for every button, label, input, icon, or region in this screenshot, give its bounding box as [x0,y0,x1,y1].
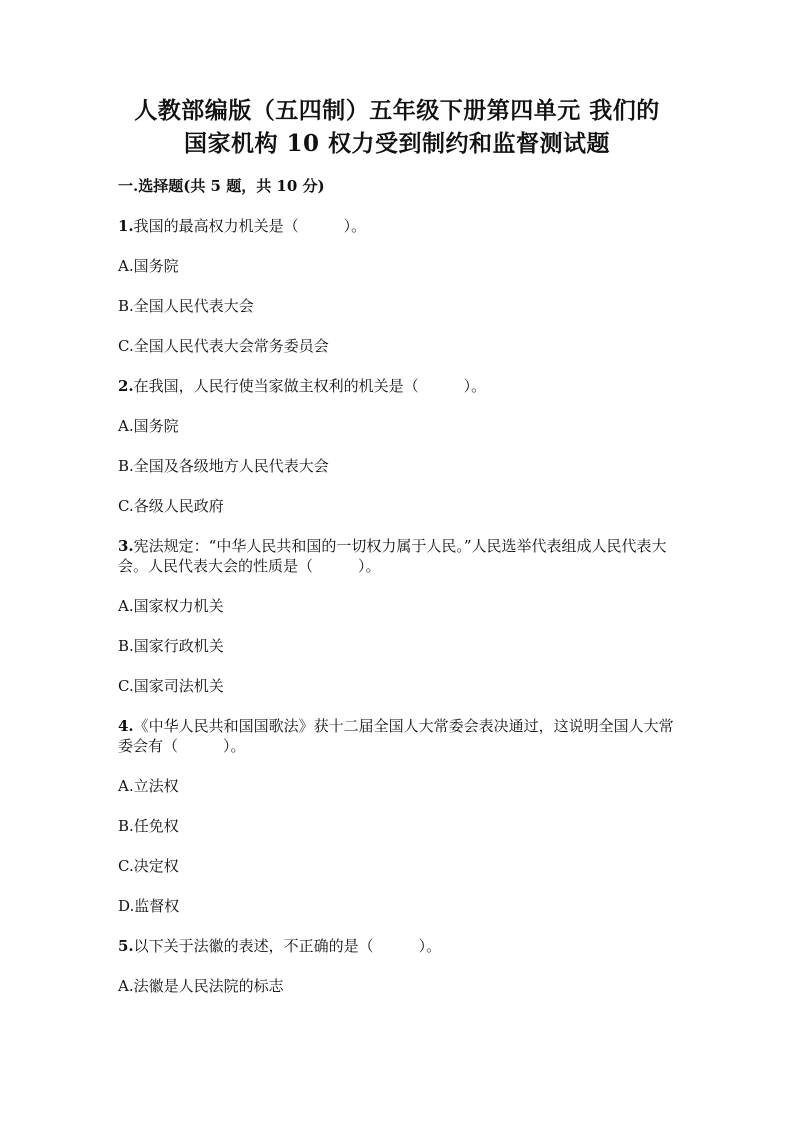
section-heading: 一.选择题(共 5 题，共 10 分) [118,177,325,195]
question-stem: 在我国，人民行使当家做主权利的机关是（ ）。 [133,377,487,395]
question-5 [118,936,678,996]
question-4 [118,716,678,916]
option-d: D.监督权 [118,897,180,915]
option-b: B.全国人民代表大会 [118,297,254,315]
document-title [110,94,684,160]
option-c: C.各级人民政府 [118,497,224,515]
question-stem: 我国的最高权力机关是（ ）。 [133,217,367,235]
question-stem: 宪法规定：“中华人民共和国的一切权力属于人民。”人民选举代表组成人民代表大会。人民代表大会的性质是（ ）。 [118,537,667,575]
question-number: 3. [118,537,134,555]
option-c: C.决定权 [118,857,179,875]
document-body [118,176,678,1016]
question-number: 1. [118,217,134,235]
question-2 [118,376,678,516]
question-text [118,716,678,756]
option-a: A.国务院 [118,257,179,275]
option-c: C.国家司法机关 [118,677,224,695]
title-line-2: 国家机构 10 权力受到制约和监督测试题 [183,130,611,157]
option-b: B.全国及各级地方人民代表大会 [118,457,329,475]
question-stem: 以下关于法徽的表述，不正确的是（ ）。 [133,937,442,955]
question-number: 4. [118,717,134,735]
option-a: A.法徽是人民法院的标志 [118,977,284,995]
question-text [118,216,678,236]
option-c: C.全国人民代表大会常务委员会 [118,337,329,355]
question-1 [118,216,678,356]
question-text [118,936,678,956]
option-a: A.国务院 [118,417,179,435]
option-b: B.任免权 [118,817,179,835]
title-line-1: 人教部编版（五四制）五年级下册第四单元 我们的 [134,97,660,124]
option-a: A.立法权 [118,777,179,795]
option-a: A.国家权力机关 [118,597,224,615]
question-text [118,376,678,396]
question-text [118,536,678,576]
question-number: 2. [118,377,134,395]
question-3 [118,536,678,696]
question-stem: 《中华人民共和国国歌法》获十二届全国人大常委会表决通过，这说明全国人大常委会有（ ）。 [118,717,674,755]
option-b: B.国家行政机关 [118,637,224,655]
question-number: 5. [118,937,134,955]
